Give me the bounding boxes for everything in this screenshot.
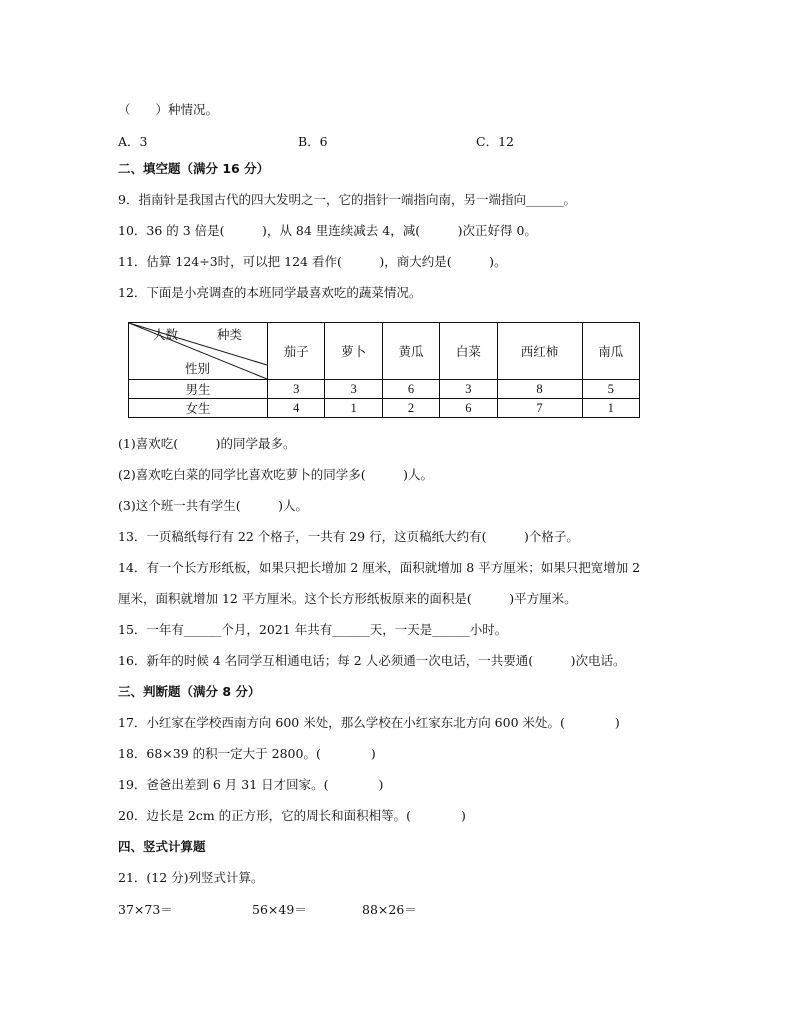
question-12: 12．下面是小亮调查的本班同学最喜欢吃的蔬菜情况。	[118, 285, 422, 300]
section4-title: 四、竖式计算题	[118, 839, 206, 854]
question-16: 16．新年的时候 4 名同学互相通电话；每 2 人必须通一次电话，一共要通( )次电话。	[118, 653, 626, 668]
table-row	[129, 380, 640, 399]
question-12-part-1: (1)喜欢吃( )的同学最多。	[118, 436, 296, 451]
row-label: 男生	[129, 380, 268, 399]
table-cell: 8	[497, 380, 582, 399]
corner-label-gender: 性别	[185, 361, 211, 376]
question-11: 11．估算 124÷3时，可以把 124 看作( )，商大约是( )。	[118, 254, 507, 269]
table-cell: 7	[497, 399, 582, 418]
question-20: 20．边长是 2cm 的正方形，它的周长和面积相等。( )	[118, 808, 466, 823]
table-cell: 1	[325, 399, 382, 418]
q8-option-c: C．12	[476, 134, 514, 149]
column-header: 白菜	[440, 323, 497, 380]
table-cell: 4	[268, 399, 325, 418]
column-header: 西红柿	[497, 323, 582, 380]
question-15: 15．一年有______个月，2021 年共有______天，一天是______小时。	[118, 622, 508, 637]
table-cell: 6	[382, 380, 439, 399]
row-label: 女生	[129, 399, 268, 418]
question-21: 21．(12 分)列竖式计算。	[118, 870, 264, 885]
calc-item: 88×26＝	[362, 902, 417, 917]
question-12-part-3: (3)这个班一共有学生( )人。	[118, 498, 308, 513]
section3-title: 三、判断题（满分 8 分）	[118, 684, 261, 699]
table-cell: 3	[325, 380, 382, 399]
column-header: 萝卜	[325, 323, 382, 380]
column-header: 南瓜	[582, 323, 639, 380]
column-header: 茄子	[268, 323, 325, 380]
calc-item: 37×73＝	[118, 902, 173, 917]
question-12-part-2: (2)喜欢吃白菜的同学比喜欢吃萝卜的同学多( )人。	[118, 467, 433, 482]
question-17: 17．小红家在学校西南方向 600 米处，那么学校在小红家东北方向 600 米处。( )	[118, 715, 620, 730]
table-cell: 1	[582, 399, 639, 418]
table-row	[129, 399, 640, 418]
table-cell: 5	[582, 380, 639, 399]
question-10: 10．36 的 3 倍是( )，从 84 里连续减去 4，减( )次正好得 0。	[118, 223, 537, 238]
vegetable-survey-table	[128, 322, 640, 418]
q8-tail: （ ）种情况。	[118, 102, 219, 117]
question-14-line-2: 厘米，面积就增加 12 平方厘米。这个长方形纸板原来的面积是( )平方厘米。	[118, 591, 577, 606]
question-13: 13．一页稿纸每行有 22 个格子，一共有 29 行，这页稿纸大约有( )个格子。	[118, 529, 579, 544]
table-cell: 3	[440, 380, 497, 399]
q8-option-a: A．3	[118, 134, 148, 149]
table-cell: 6	[440, 399, 497, 418]
question-18: 18．68×39 的积一定大于 2800。( )	[118, 746, 376, 761]
column-header: 黄瓜	[382, 323, 439, 380]
corner-label-kind: 种类	[217, 327, 243, 342]
question-9: 9．指南针是我国古代的四大发明之一，它的指针一端指向南，另一端指向______。	[118, 192, 576, 207]
calc-item: 56×49＝	[252, 902, 307, 917]
table-cell: 3	[268, 380, 325, 399]
table-cell: 2	[382, 399, 439, 418]
table-corner-cell	[129, 323, 268, 380]
corner-label-count: 人数	[153, 327, 179, 342]
question-19: 19．爸爸出差到 6 月 31 日才回家。( )	[118, 777, 384, 792]
section2-title: 二、填空题（满分 16 分）	[118, 161, 270, 176]
q8-option-b: B．6	[298, 134, 328, 149]
question-14-line-1: 14．有一个长方形纸板，如果只把长增加 2 厘米，面积就增加 8 平方厘米；如果只把宽增加 2	[118, 560, 641, 575]
